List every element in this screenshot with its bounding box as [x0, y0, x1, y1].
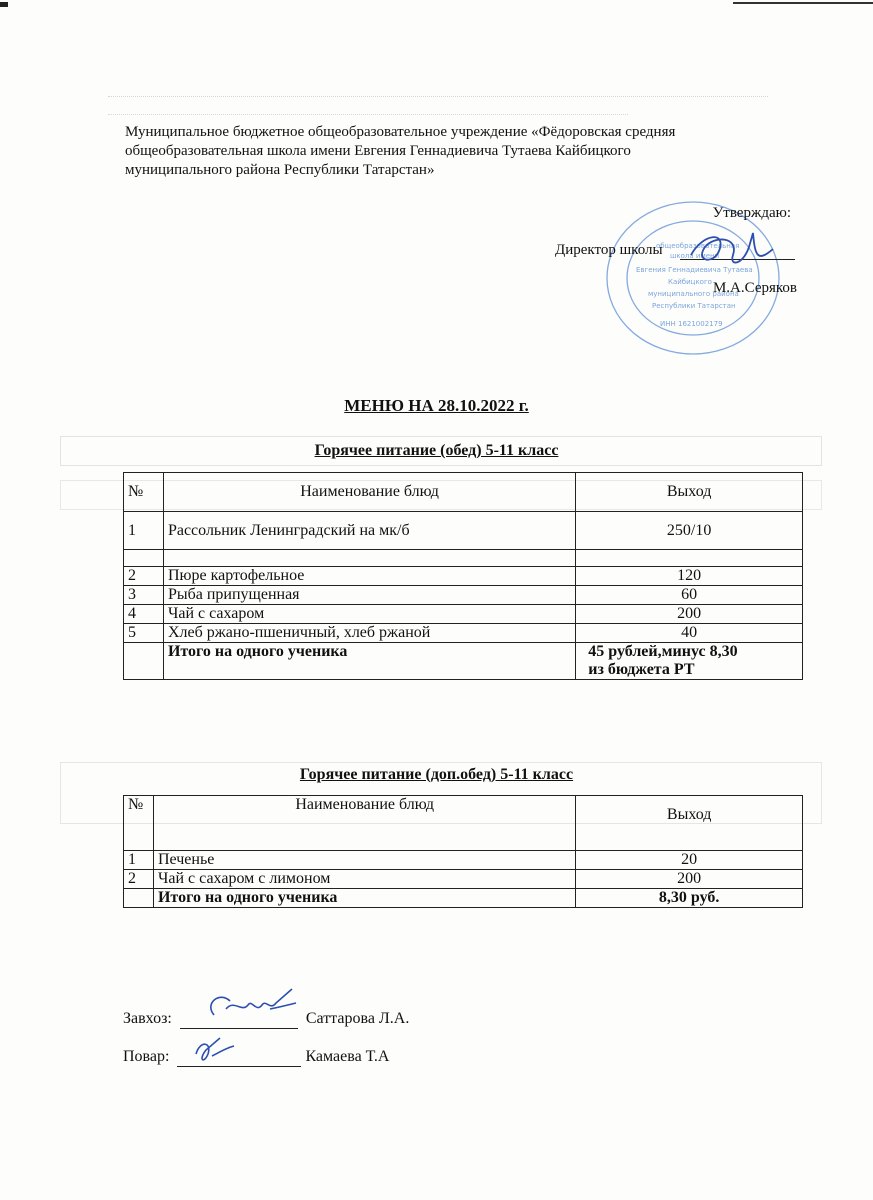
table-row: [124, 870, 803, 889]
row-output: 40: [576, 624, 803, 643]
seal-line-3: Евгения Геннадиевича Тутаева: [636, 266, 753, 274]
header-output: Выход: [576, 796, 803, 851]
header-num: №: [124, 473, 164, 512]
row-dish: Рыба припущенная: [163, 586, 575, 605]
seal-line-5: муниципального района: [648, 290, 739, 298]
seal-line-6: Республики Татарстан: [652, 302, 736, 310]
table-total-row: [124, 889, 803, 908]
table-row: [124, 512, 803, 550]
total-value: [576, 643, 803, 680]
cook-signature: [190, 1034, 250, 1068]
org-line-1: Муниципальное бюджетное общеобразовательное учреждение «Фёдоровская средняя: [125, 124, 676, 140]
row-num: 3: [124, 586, 164, 605]
lunch-section-title: Горячее питание (обед) 5-11 класс: [314, 442, 559, 459]
row-num: 5: [124, 624, 164, 643]
cook-label: Повар:: [123, 1048, 170, 1065]
director-name: М.А.Серяков: [712, 280, 797, 296]
row-num: 1: [124, 512, 164, 550]
org-line-3: муниципального района Республики Татарстан»: [125, 162, 435, 178]
table-total-row: [124, 643, 803, 680]
director-label: Директор школы: [555, 242, 663, 258]
director-signature: [683, 225, 783, 273]
row-num: 2: [124, 567, 164, 586]
table-header-row: [124, 473, 803, 512]
row-num: 4: [124, 605, 164, 624]
seal-line-2: школа имени: [670, 252, 720, 260]
row-output: 120: [576, 567, 803, 586]
cook-name: Камаева Т.А: [305, 1048, 390, 1065]
row-dish: Рассольник Ленинградский на мк/б: [163, 512, 575, 550]
row-output: 60: [576, 586, 803, 605]
table-row: [124, 567, 803, 586]
organization-header: [125, 123, 785, 180]
scan-mark-left: [0, 2, 8, 7]
table-spacer-row: [124, 550, 803, 567]
org-line-2: общеобразовательная школа имени Евгения Геннадиевича Тутаева Кайбицкого: [125, 143, 631, 159]
cook-signature-row: [123, 1048, 389, 1067]
header-output: Выход: [576, 473, 803, 512]
total-label: Итого на одного ученика: [153, 889, 575, 908]
menu-title: МЕНЮ НА 28.10.2022 г.: [344, 396, 529, 415]
total-value: 8,30 руб.: [576, 889, 803, 908]
storekeeper-signature: [200, 985, 300, 1029]
storekeeper-label: Завхоз:: [123, 1010, 172, 1027]
row-output: 20: [576, 851, 803, 870]
scan-mark-right: [733, 2, 873, 4]
row-dish: Пюре картофельное: [163, 567, 575, 586]
row-output: 250/10: [576, 512, 803, 550]
row-dish: Чай с сахаром с лимоном: [153, 870, 575, 889]
seal-line-1: общеобразовательная: [656, 242, 740, 250]
table-row: [124, 851, 803, 870]
row-output: 200: [576, 870, 803, 889]
row-output: 200: [576, 605, 803, 624]
seal-line-4: Кайбицкого: [668, 278, 712, 286]
header-num: №: [124, 796, 154, 851]
total-value-line-2: из бюджета РТ: [588, 661, 695, 678]
table-row: [124, 624, 803, 643]
table-row: [124, 605, 803, 624]
extra-section-title: Горячее питание (доп.обед) 5-11 класс: [299, 766, 574, 783]
row-num: 2: [124, 870, 154, 889]
storekeeper-name: Саттарова Л.А.: [305, 1010, 410, 1027]
table-row: [124, 586, 803, 605]
header-name: Наименование блюд: [163, 473, 575, 512]
total-value-line-1: 45 рублей,минус 8,30: [588, 643, 738, 660]
total-label: Итого на одного ученика: [163, 643, 575, 680]
table-header-row: [124, 796, 803, 851]
row-dish: Чай с сахаром: [163, 605, 575, 624]
scan-edge-artifact: [0, 0, 873, 10]
lunch-menu-table: [123, 472, 803, 680]
approve-label: Утверждаю:: [712, 205, 791, 221]
row-dish: Хлеб ржано-пшеничный, хлеб ржаной: [163, 624, 575, 643]
row-num: 1: [124, 851, 154, 870]
header-name: Наименование блюд: [153, 796, 575, 851]
extra-menu-table: [123, 795, 803, 908]
seal-line-7: ИНН 1621002179: [660, 320, 723, 328]
row-dish: Печенье: [153, 851, 575, 870]
